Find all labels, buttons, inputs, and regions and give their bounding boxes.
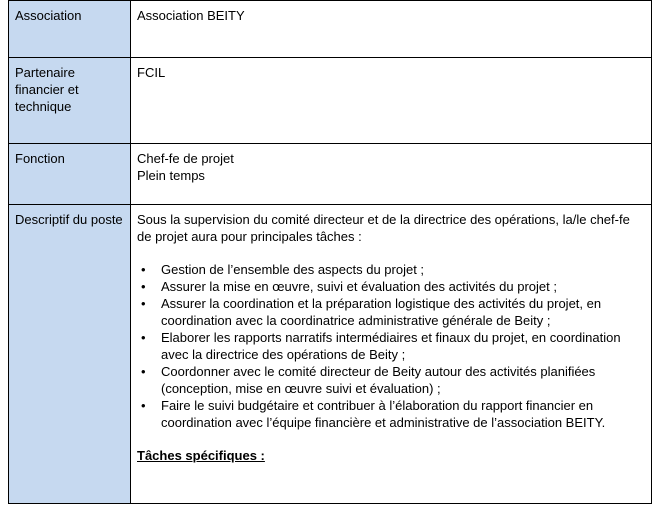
table-row	[9, 1, 652, 58]
row-value-association: Association BEITY	[131, 1, 652, 58]
list-item: • Elaborer les rapports narratifs intermédiaires et finaux du projet, en coordination avec la directrice des opérations de Beity ;	[161, 329, 645, 363]
row-value-descriptif	[131, 205, 652, 504]
list-item: • Assurer la mise en œuvre, suivi et évaluation des activités du projet ;	[161, 278, 645, 295]
descriptif-intro: Sous la supervision du comité directeur et de la directrice des opérations, la/le chef-fe de projet aura pour principales tâches :	[137, 212, 630, 244]
list-item: • Assurer la coordination et la préparation logistique des activités du projet, en coordination avec la coordinatrice administrative générale de Beity ;	[161, 295, 645, 329]
list-item: • Gestion de l’ensemble des aspects du projet ;	[161, 261, 645, 278]
row-label-association: Association	[9, 1, 131, 58]
table-row	[9, 205, 652, 504]
task-list	[137, 261, 645, 431]
table-row	[9, 58, 652, 144]
table-row	[9, 144, 652, 205]
list-item: • Faire le suivi budgétaire et contribuer à l’élaboration du rapport financier en coordination avec l’équipe financière et administrative de l’association BEITY.	[161, 397, 645, 431]
row-label-descriptif: Descriptif du poste	[9, 205, 131, 504]
job-description-table	[8, 0, 652, 504]
list-item: • Coordonner avec le comité directeur de Beity autour des activités planifiées (conception, mise en œuvre suivi et évaluation) ;	[161, 363, 645, 397]
specific-tasks-heading: Tâches spécifiques :	[137, 448, 265, 463]
fonction-title: Chef-fe de projet	[137, 151, 234, 166]
row-label-fonction: Fonction	[9, 144, 131, 205]
fonction-time: Plein temps	[137, 168, 205, 183]
row-label-partenaire: Partenaire financier et technique	[9, 58, 131, 144]
row-value-partenaire: FCIL	[131, 58, 652, 144]
row-value-fonction	[131, 144, 652, 205]
